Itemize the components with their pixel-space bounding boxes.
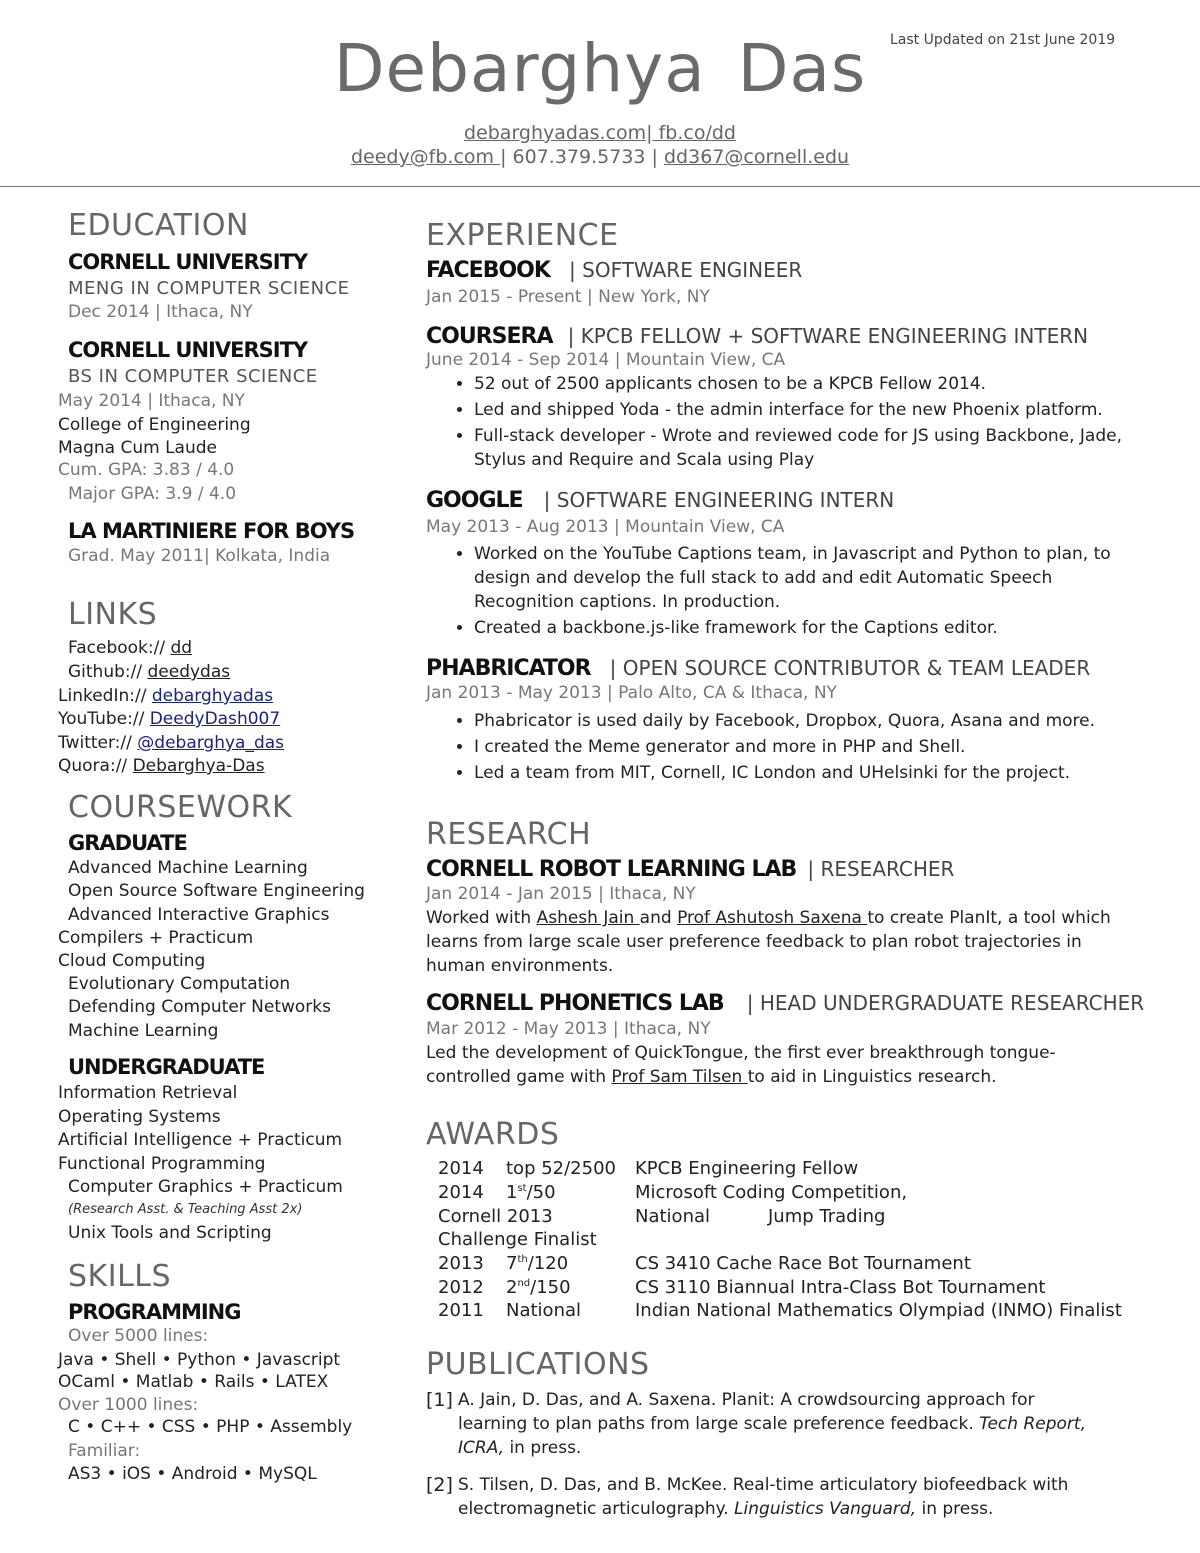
course-note: (Research Asst. & Teaching Asst 2x) [68,1202,303,1217]
last-updated: Last Updated on 21st June 2019 [890,32,1116,48]
job-bullet: • Led and shipped Yoda - the admin interface for the new Phoenix platform. [474,398,1134,422]
award-title: Indian National Mathematics Olympiad (INMO) Finalist [635,1300,1122,1321]
school-detail: Magna Cum Laude [58,438,217,458]
linkedin-link[interactable]: debarghyadas [151,686,274,706]
course-item: Defending Computer Networks [68,997,332,1017]
link-github: Github:// deedydas [68,662,231,682]
skill-level: Familiar: [68,1441,141,1461]
job-header [426,258,802,283]
job-header [426,656,1090,681]
course-item: Evolutionary Computation [68,974,291,994]
fb-short-link[interactable]: fb.co/dd [652,122,736,144]
school-date: May 2014 | Ithaca, NY [58,391,245,411]
twitter-link[interactable]: @debarghya_das [137,733,285,753]
lab-description: Led the development of QuickTongue, the first ever breakthrough tongue-controlled game with Prof Sam Tilsen to aid in Linguistics research. [426,1043,1056,1087]
course-item: Machine Learning [68,1021,219,1041]
course-item: Unix Tools and Scripting [68,1223,272,1243]
company-name: COURSERA [426,324,553,349]
lab-role: | RESEARCHER [807,857,955,881]
undergrad-heading: UNDERGRADUATE [68,1055,265,1079]
skill-list: C • C++ • CSS • PHP • Assembly [68,1417,353,1437]
job-bullet: • Full-stack developer - Wrote and reviewed code for JS using Backbone, Jade, Stylus and Require and Scala using Play [474,424,1134,472]
award-rank: 1st/50 [506,1182,556,1203]
lab-name: CORNELL PHONETICS LAB [426,991,724,1016]
company-name: GOOGLE [426,488,523,513]
award-title: CS 3110 Biannual Intra-Class Bot Tournament [635,1277,1046,1298]
lab-description: Worked with Ashesh Jain and Prof Ashutosh Saxena to create PlanIt, a tool which learns from large scale user preference feedback to plan robot trajectories in human environments. [426,908,1111,976]
job-date: Jan 2015 - Present | New York, NY [426,287,710,307]
skill-list: AS3 • iOS • Android • MySQL [68,1464,317,1484]
link-youtube: YouTube:// DeedyDash007 [58,709,281,729]
publication-number: [2] [426,1474,453,1496]
graduate-heading: GRADUATE [68,831,187,855]
publication-text: S. Tilsen, D. Das, and B. McKee. Real-time articulatory biofeedback with electromagnetic articulography. Linguistics Vanguard, in press. [458,1475,1069,1519]
job-bullet: • I created the Meme generator and more in PHP and Shell. [474,735,1154,759]
award-title: National [635,1206,711,1227]
link-quora: Quora:// Debarghya-Das [58,756,265,776]
job-date: June 2014 - Sep 2014 | Mountain View, CA [426,350,786,370]
award-rank: National [506,1300,582,1321]
job-bullet: • Worked on the YouTube Captions team, in Javascript and Python to plan, to design and develop the full stack to add and edit Automatic Speech Recognition captions. In production. [474,542,1134,614]
experience-heading: EXPERIENCE [426,218,619,253]
course-item: Compilers + Practicum [58,928,254,948]
course-item: Advanced Interactive Graphics [68,905,330,925]
award-rank: top 52/2500 [506,1158,616,1179]
job-date: Jan 2013 - May 2013 | Palo Alto, CA & Ithaca, NY [426,683,837,703]
award-year: 2014 [438,1182,484,1203]
school-name: CORNELL UNIVERSITY [68,250,308,274]
skill-level: Over 1000 lines: [58,1395,199,1415]
job-header [426,488,894,513]
awards-heading: AWARDS [426,1117,560,1152]
header-divider [0,186,1200,187]
email-cornell-link[interactable]: dd367@cornell.edu [664,146,850,168]
skill-list: Java • Shell • Python • Javascript [58,1350,341,1370]
website-link[interactable]: debarghyadas.com [464,122,647,144]
lab-role: | HEAD UNDERGRADUATE RESEARCHER [746,991,1145,1015]
course-item: Operating Systems [58,1107,221,1127]
research-heading: RESEARCH [426,817,592,852]
course-item: Computer Graphics + Practicum [68,1177,343,1197]
award-title: CS 3410 Cache Race Bot Tournament [635,1253,971,1274]
person-link[interactable]: Ashesh Jain [536,908,640,928]
job-bullet: • 52 out of 2500 applicants chosen to be a KPCB Fellow 2014. [474,372,1134,396]
publication-number: [1] [426,1389,453,1411]
course-item: Open Source Software Engineering [68,881,365,901]
company-name: PHABRICATOR [426,656,591,681]
job-role: | OPEN SOURCE CONTRIBUTOR & TEAM LEADER [609,656,1091,680]
school-detail: Cum. GPA: 3.83 / 4.0 [58,460,235,480]
job-role: | KPCB FELLOW + SOFTWARE ENGINEERING INTERN [567,324,1089,348]
school-name: CORNELL UNIVERSITY [68,338,308,362]
resume-name: Debarghya Das [333,30,867,107]
job-bullet: • Phabricator is used daily by Facebook, Dropbox, Quora, Asana and more. [474,709,1154,733]
award-year: Cornell 2013 [438,1206,553,1227]
education-heading: EDUCATION [68,208,249,243]
github-link[interactable]: deedydas [147,662,231,682]
skill-list: OCaml • Matlab • Rails • LATEX [58,1372,329,1392]
school-degree: BS IN COMPUTER SCIENCE [68,366,318,387]
job-role: | SOFTWARE ENGINEER [569,258,803,282]
school-detail: Major GPA: 3.9 / 4.0 [68,484,237,504]
email-fb-link[interactable]: deedy@fb.com [350,146,501,168]
award-rank: 2nd/150 [506,1277,571,1298]
award-year: 2011 [438,1300,484,1321]
course-item: Functional Programming [58,1154,266,1174]
skill-level: Over 5000 lines: [68,1326,209,1346]
phone: 607.379.5733 [506,146,652,168]
award-year: Challenge Finalist [438,1229,597,1250]
job-header [426,324,1088,349]
person-link[interactable]: Prof Ashutosh Saxena [677,908,868,928]
award-year: 2013 [438,1253,484,1274]
publication-item [426,1473,1126,1523]
contact-line-2: deedy@fb.com | 607.379.5733 | dd367@cornell.edu [350,146,850,168]
publications-heading: PUBLICATIONS [426,1347,650,1382]
award-year: 2014 [438,1158,484,1179]
person-link[interactable]: Prof Sam Tilsen [611,1067,748,1087]
publication-text: A. Jain, D. Das, and A. Saxena. Planit: A crowdsourcing approach for learning to plan paths from large scale preference feedback. Tech Report, ICRA, in press. [458,1390,1086,1458]
link-twitter: Twitter:// @debarghya_das [58,733,285,753]
course-item: Artificial Intelligence + Practicum [58,1130,343,1150]
award-rank: 7th/120 [506,1253,569,1274]
contact-line-1: debarghyadas.com| fb.co/dd [464,122,736,144]
lab-header [426,991,1144,1016]
company-name: FACEBOOK [426,258,550,283]
job-role: | SOFTWARE ENGINEERING INTERN [543,488,895,512]
school-degree: MENG IN COMPUTER SCIENCE [68,278,350,299]
link-linkedin: LinkedIn:// debarghyadas [58,686,274,706]
course-item: Advanced Machine Learning [68,858,308,878]
publication-item [426,1388,1126,1460]
school-date: Dec 2014 | Ithaca, NY [68,302,253,322]
youtube-link[interactable]: DeedyDash007 [149,709,281,729]
facebook-link[interactable]: dd [170,638,193,658]
lab-header [426,857,954,882]
lab-date: Mar 2012 - May 2013 | Ithaca, NY [426,1019,711,1039]
school-detail: College of Engineering [58,415,251,435]
coursework-heading: COURSEWORK [68,790,293,825]
school-name: LA MARTINIERE FOR BOYS [68,519,355,543]
link-facebook: Facebook:// dd [68,638,193,658]
job-bullets [452,542,1134,642]
lab-name: CORNELL ROBOT LEARNING LAB [426,857,797,882]
course-item: Information Retrieval [58,1083,238,1103]
quora-link[interactable]: Debarghya-Das [132,756,265,776]
award-title: Jump Trading [768,1206,886,1227]
job-bullet: • Created a backbone.js-like framework for the Captions editor. [474,616,1134,640]
lab-date: Jan 2014 - Jan 2015 | Ithaca, NY [426,884,696,904]
job-date: May 2013 - Aug 2013 | Mountain View, CA [426,517,785,537]
course-item: Cloud Computing [58,951,206,971]
job-bullet: • Led a team from MIT, Cornell, IC London and UHelsinki for the project. [474,761,1154,785]
award-title: Microsoft Coding Competition, [635,1182,908,1203]
school-date: Grad. May 2011| Kolkata, India [68,546,331,566]
links-heading: LINKS [68,597,158,632]
job-bullets [452,372,1134,474]
job-bullets [452,709,1154,787]
skills-heading: SKILLS [68,1259,172,1294]
programming-heading: PROGRAMMING [68,1300,241,1324]
award-year: 2012 [438,1277,484,1298]
award-title: KPCB Engineering Fellow [635,1158,859,1179]
